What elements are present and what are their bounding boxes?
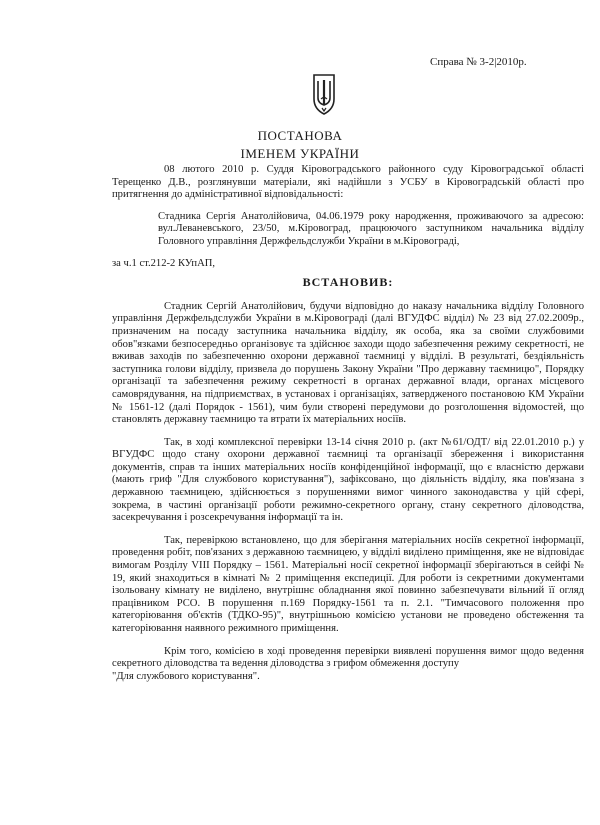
body-paragraph: Так, перевіркою встановлено, що для зберігання матеріальних носіїв секретної інформації, проведення робіт, пов'язаних з державною таємницею, у відділі виділено приміщення, яке не відповідає вимогам Розділу VIII Порядку – 1561. Матеріальні носії секретної інформації зберігаються в сейфі № 19, який знаходиться в кімнаті № 2 приміщення експедиції. Для роботи із секретними документами ізольовану кімнату не виділено, внутрішнє обладнання якої повинно забезпечувати вільний її огляд працівником РСО. В порушення п.169 Порядку-1561 та п. 2.1. "Тимчасового положення про категоріювання об'єктів (ТДКО-95)", внутрішньою комісією установи не проведено обстеження та категоріювання наявного режимного приміщення. <box>112 534 584 634</box>
case-number: Справа № 3-2|2010р. <box>430 56 527 68</box>
document-title: ПОСТАНОВА <box>257 128 343 143</box>
document-subtitle: ІМЕНЕМ УКРАЇНИ <box>240 146 360 161</box>
body-paragraph: Так, в ході комплексної перевірки 13-14 січня 2010 р. (акт №61/ОДТ/ від 22.01.2010 р.) у ВГУДФС щодо стану охорони державної таємниці та організації збереження і використання документів, справ та інших матеріальних носіїв конфіденційної інформації, що є власністю держави (мають гриф "Для службового користування"), зафіксовано, що діяльність відділу, яка пов'язана з державною таємницею, здійснюється з порушеннями вимог чинного законодавства у цій сфері, зокрема, в частині організації роботи режимно-секретного органу, стану секретного діловодства, засекречування і розсекречування інформації та ін. <box>112 436 584 524</box>
body-paragraph: Стадник Сергій Анатолійович, будучи відповідно до наказу начальника відділу Головного управління Держфельдслужби України в м.Кіровограді (далі ВГУДФС відділ) № 23 від 27.02.2009р., призначеним на посаду заступника начальника відділу, як особа, яка за своїми службовими обов"язками безпосередньо організовує та здійснює заходи щодо забезпечення режиму секретності, не вживав заходів по забезпеченню охорони державної таємниці у відділі. В результаті, бездіяльність заступника голови відділу, призвела до порушень Закону України "Про державну таємницю", Порядку організації та забезпечення режиму секретності в органах державної влади, органах місцевого самоврядування, на підприємствах, в установах і організаціях, затвердженого постановою КМ України № 1561-12 (далі Порядок - 1561), чим були створені передумови до розголошення відомостей, що становлять державну таємницю та втрати їх матеріальних носіїв. <box>112 300 584 426</box>
articles-line: за ч.1 ст.212-2 КУпАП, <box>112 257 216 269</box>
body-last-line: "Для службового користування". <box>112 670 260 682</box>
intro-paragraph: 08 лютого 2010 р. Суддя Кіровоградського районного суду Кіровоградської області Терещенко Д.В., розглянувши матеріали, які надійшли з УСБУ в Кіровоградській області про притягнення до адміністративної відповідальності: <box>112 164 584 201</box>
established-heading: ВСТАНОВИВ: <box>302 275 394 290</box>
body-paragraph: Крім того, комісією в ході проведення перевірки виявлені порушення вимог щодо ведення секретного діловодства та ведення діловодства з грифом обмеження доступу <box>112 645 584 670</box>
trident-emblem-icon <box>311 72 337 116</box>
defendant-paragraph: Стадника Сергія Анатолійовича, 04.06.1979 року народження, проживаючого за адресою: вул.Леваневського, 23/50, м.Кіровоград, працюючого заступником начальника відділу Головного управління Держфельдслужби України в м.Кіровограді, <box>158 210 584 247</box>
document-body <box>112 164 584 683</box>
